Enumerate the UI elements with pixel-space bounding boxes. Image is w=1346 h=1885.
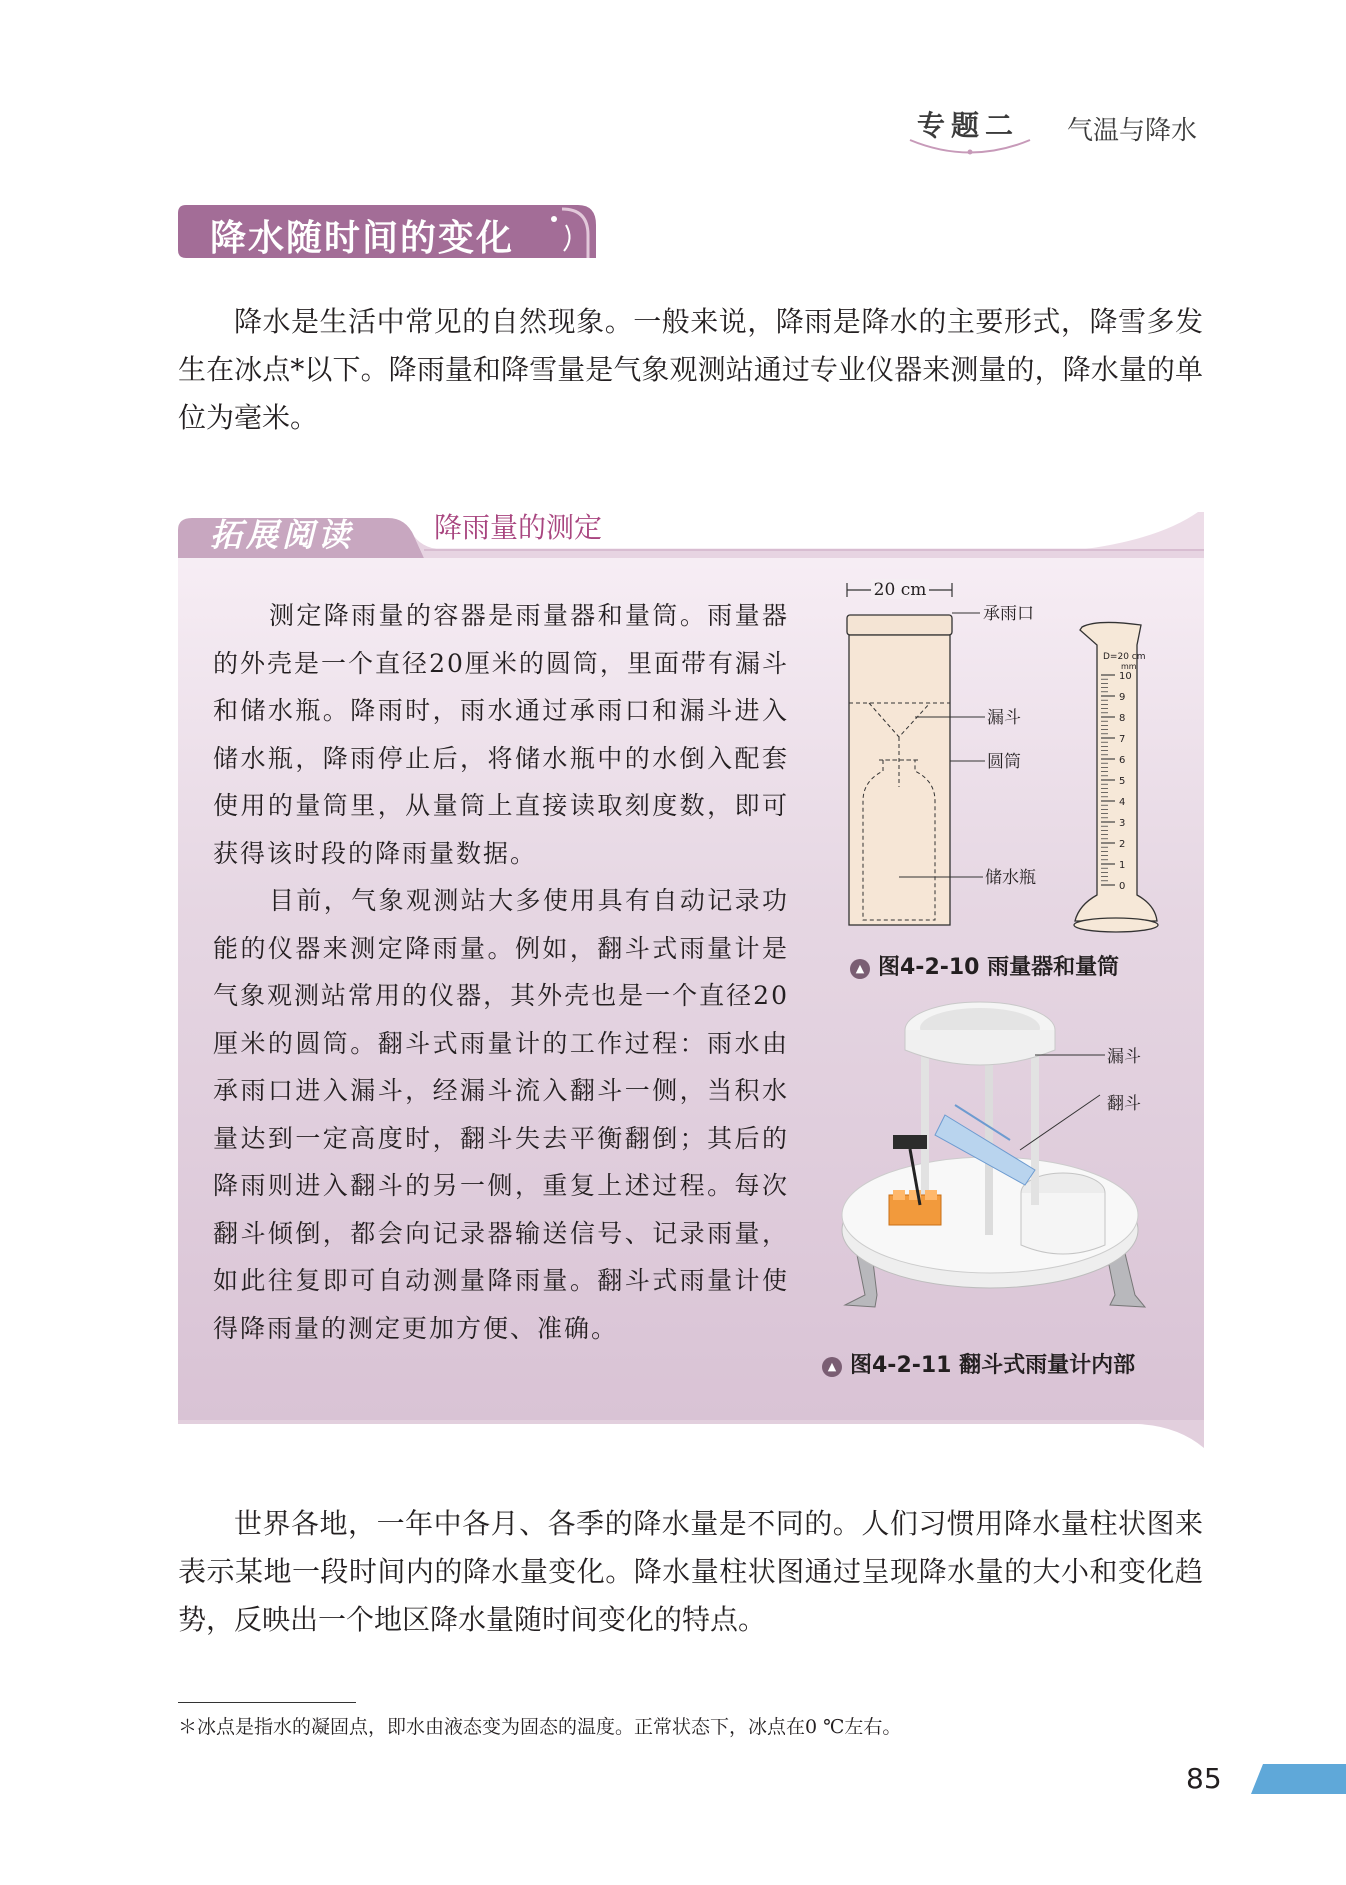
footnote: ＊冰点是指水的凝固点，即水由液态变为固态的温度。正常状态下，冰点在0 ℃左右。 (178, 1716, 902, 1738)
gauge-width-label: 20 cm (873, 580, 927, 600)
label-rain-inlet: 承雨口 (983, 604, 1034, 624)
scale-number: 1 (1119, 860, 1126, 871)
figure2-caption (822, 1348, 1135, 1379)
world-paragraph: 世界各地，一年中各月、各季的降水量是不同的。人们习惯用降水量柱状图来表示某地一段时间内的降水量变化。降水量柱状图通过呈现降水量的大小和变化趋势，反映出一个地区降水量随时间变化的特点。 (178, 1507, 1203, 1636)
scale-number: 4 (1119, 797, 1126, 808)
extended-reading-footer-curl (178, 1420, 1204, 1448)
caption-triangle-icon: ▲ (822, 1357, 842, 1377)
section-title: 降水随时间的变化 (210, 218, 515, 259)
footnote-rule (178, 1702, 356, 1703)
label-funnel: 漏斗 (987, 708, 1021, 728)
scale-number: 2 (1119, 839, 1126, 850)
figure2-caption-text: 图4-2-11 翻斗式雨量计内部 (850, 1353, 1136, 1378)
page-tab-decoration (1251, 1764, 1346, 1794)
scale-number: 7 (1119, 734, 1126, 745)
extended-reading-paragraph-1: 测定降雨量的容器是雨量器和量筒。雨量器的外壳是一个直径20厘米的圆筒，里面带有漏斗和储水瓶。降雨时，雨水通过承雨口和漏斗进入储水瓶，降雨停止后，将储水瓶中的水倒入配套使用的量筒里，从量筒上直接读取刻度数，即可获得该时段的降雨量数据。 (213, 601, 789, 868)
scale-number: 3 (1119, 818, 1126, 829)
header-chapter: 气温与降水 (1067, 116, 1198, 146)
scale-number: 8 (1119, 713, 1126, 724)
label-tipping-bucket: 翻斗 (1107, 1094, 1141, 1114)
rain-gauge-figure (835, 575, 1175, 935)
label-storage-bottle: 储水瓶 (985, 868, 1036, 888)
figure1-caption (850, 950, 1119, 981)
label-funnel-2: 漏斗 (1107, 1047, 1141, 1067)
header-ornament (905, 130, 1035, 160)
cylinder-unit-label: mm (1121, 662, 1137, 671)
page-number: 85 (1186, 1762, 1222, 1795)
scale-number: 9 (1119, 692, 1126, 703)
scale-number: 6 (1119, 755, 1126, 766)
extended-reading-paragraph-2: 目前，气象观测站大多使用具有自动记录功能的仪器来测定降雨量。例如，翻斗式雨量计是气象观测站常用的仪器，其外壳也是一个直径20厘米的圆筒。翻斗式雨量计的工作过程：雨水由承雨口进入漏斗，经漏斗流入翻斗一侧，当积水量达到一定高度时，翻斗失去平衡翻倒；其后的降雨则进入翻斗的另一侧，重复上述过程。每次翻斗倾倒，都会向记录器输送信号、记录雨量，如此往复即可自动测量降雨量。翻斗式雨量计使得降雨量的测定更加方便、准确。 (213, 886, 789, 1343)
intro-paragraph: 降水是生活中常见的自然现象。一般来说，降雨是降水的主要形式，降雪多发生在冰点*以下。降雨量和降雪量是气象观测站通过专业仪器来测量的，降水量的单位为毫米。 (178, 305, 1203, 434)
extended-reading-subtitle: 降雨量的测定 (434, 511, 603, 544)
scale-number: 0 (1119, 881, 1126, 892)
header-topic: 专题二 (917, 109, 1020, 142)
tipping-bucket-figure (835, 995, 1175, 1325)
label-cylinder: 圆筒 (987, 752, 1021, 772)
caption-triangle-icon: ▲ (850, 959, 870, 979)
cylinder-diameter-label: D=20 cm (1103, 652, 1146, 662)
scale-number: 10 (1119, 671, 1132, 682)
scale-number: 5 (1119, 776, 1126, 787)
figure1-caption-text: 图4-2-10 雨量器和量筒 (878, 955, 1120, 980)
extended-reading-label: 拓展阅读 (210, 516, 355, 554)
